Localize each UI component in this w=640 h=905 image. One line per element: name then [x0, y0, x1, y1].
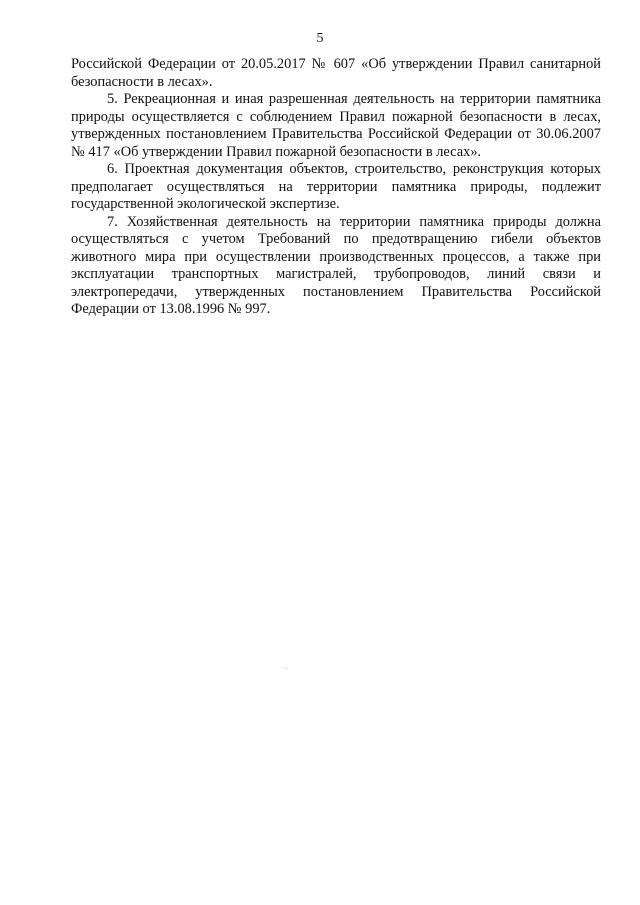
document-body — [71, 56, 601, 319]
paragraph-continuation: Российской Федерации от 20.05.2017 № 607 «Об утверждении Правил санитарной безопасности в лесах». — [71, 56, 601, 90]
scan-artifact — [286, 668, 287, 669]
page-number: 5 — [316, 31, 324, 46]
paragraph-6: 6. Проектная документация объектов, строительство, реконструкция которых предполагает осуществляться на территории памятника природы, подлежит государственной экологической экспертизе. — [71, 161, 601, 212]
paragraph-5: 5. Рекреационная и иная разрешенная деятельность на территории памятника природы осуществляется с соблюдением Правил пожарной безопасности в лесах, утвержденных постановлением Правительства Российской Федерации от 30.06.2007 № 417 «Об утверждении Правил пожарной безопасности в лесах». — [71, 91, 601, 160]
paragraph-7: 7. Хозяйственная деятельность на территории памятника природы должна осуществляться с учетом Требований по предотвращению гибели объектов животного мира при осуществлении производственных процессов, а также при эксплуатации транспортных магистралей, трубопроводов, линий связи и электропередачи, утвержденных постановлением Правительства Российской Федерации от 13.08.1996 № 997. — [71, 213, 601, 317]
